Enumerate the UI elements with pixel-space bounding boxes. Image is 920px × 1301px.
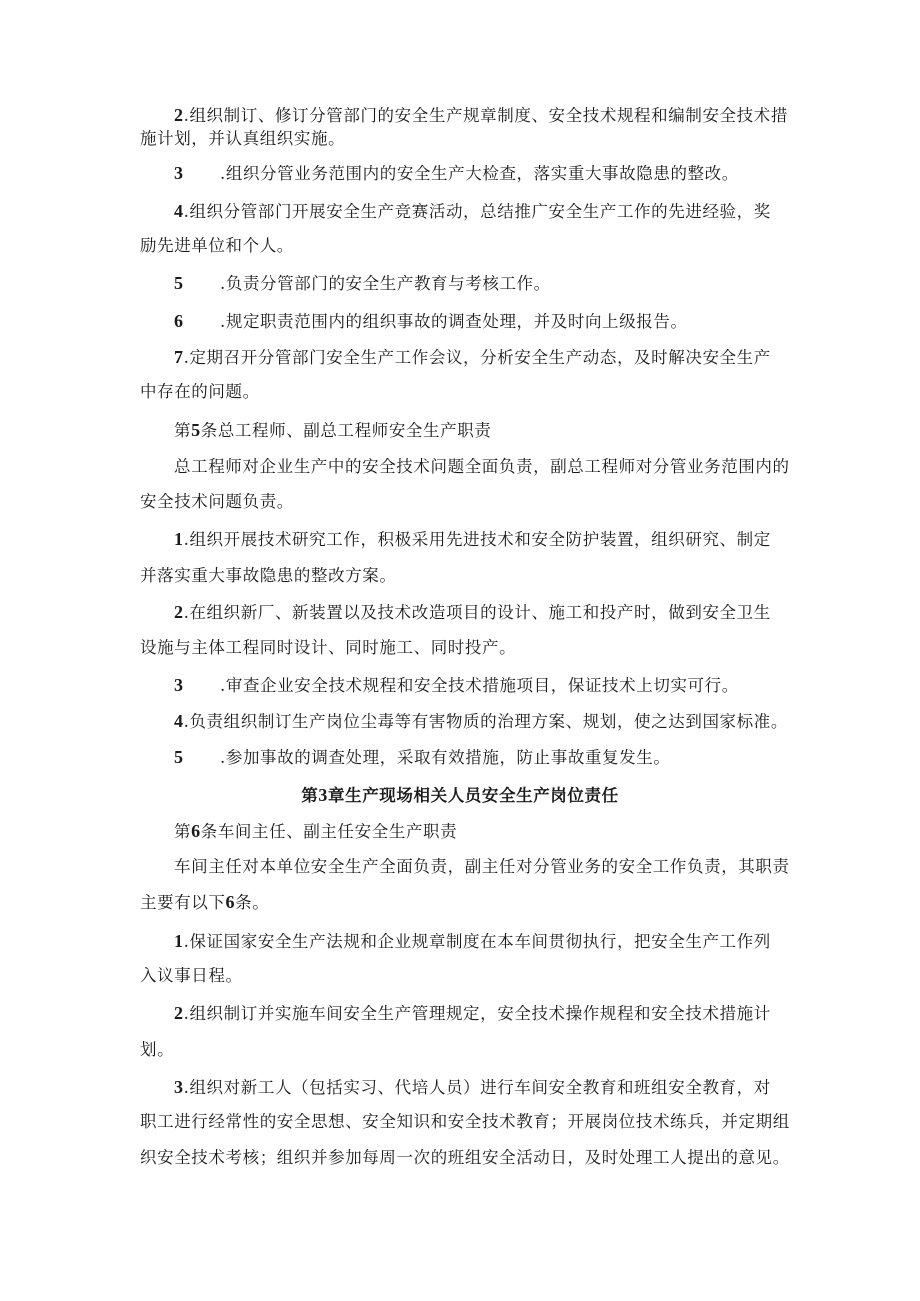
item-text: .保证国家安全生产法规和企业规章制度在本车间贯彻执行，把安全生产工作列 [183, 932, 771, 951]
item-text: .参加事故的调查处理，采取有效措施，防止事故重复发生。 [220, 748, 671, 767]
item-b5 [174, 746, 819, 769]
item-text: .定期召开分管部门安全生产工作会议，分析安全生产动态，及时解决安全生产 [183, 348, 771, 367]
item-text: .规定职责范围内的组织事故的调查处理，并及时向上级报告。 [220, 312, 688, 331]
article-5-title: 第5条总工程师、副总工程师安全生产职责 [174, 420, 492, 440]
item-text: .组织开展技术研究工作，积极采用先进技术和安全防护装置，组织研究、制定 [183, 530, 771, 549]
item-c3-line1 [174, 1076, 819, 1099]
item-text: .组织分管业务范围内的安全生产大检查，落实重大事故隐患的整改。 [220, 164, 739, 183]
item-a2-line1 [174, 104, 819, 127]
item-number: 2 [174, 1003, 184, 1023]
article-5-intro-line2: 安全技术问题负责。 [140, 492, 294, 511]
item-number: 5 [174, 273, 184, 293]
item-number: 7 [174, 347, 184, 367]
item-c1-line2: 入议事日程。 [140, 966, 243, 985]
item-c3-line2: 职工进行经常性的安全思想、安全知识和安全技术教育；开展岗位技术练兵，并定期组 [140, 1112, 790, 1131]
item-c3-line3: 织安全技术考核；组织并参加每周一次的班组安全活动日，及时处理工人提出的意见。 [140, 1148, 790, 1167]
item-text: .组织制订并实施车间安全生产管理规定，安全技术操作规程和安全技术措施计 [183, 1004, 771, 1023]
item-a7-line1 [174, 346, 819, 369]
item-b1-line2: 并落实重大事故隐患的整改方案。 [140, 566, 397, 585]
item-text: .负责组织制订生产岗位尘毒等有害物质的治理方案、规划，使之达到国家标准。 [183, 712, 788, 731]
item-number: 1 [174, 931, 184, 951]
item-number: 2 [174, 105, 184, 125]
item-number: 3 [174, 675, 184, 695]
item-text: .负责分管部门的安全生产教育与考核工作。 [220, 274, 551, 293]
item-number: 3 [174, 163, 184, 183]
chapter-3-heading: 第3章生产现场相关人员安全生产岗位责任 [301, 785, 619, 805]
item-a3 [174, 162, 819, 185]
item-a5 [174, 272, 819, 295]
item-number: 4 [174, 201, 184, 221]
item-b3 [174, 674, 819, 697]
item-a4-line1 [174, 200, 819, 223]
article-5-intro-line1: 总工程师对企业生产中的安全技术问题全面负责，副总工程师对分管业务范围内的 [174, 457, 790, 476]
item-text: .组织制订、修订分管部门的安全生产规章制度、安全技术规程和编制安全技术措 [183, 106, 788, 125]
article-6-intro-line2: 主要有以下6条。 [140, 892, 270, 912]
item-number: 6 [174, 311, 184, 331]
item-a2-line2: 施计划，并认真组织实施。 [140, 129, 346, 148]
item-a6 [174, 310, 819, 333]
item-text: .组织分管部门开展安全生产竞赛活动，总结推广安全生产工作的先进经验，奖 [183, 202, 771, 221]
item-number: 2 [174, 602, 184, 622]
item-text: .在组织新厂、新装置以及技术改造项目的设计、施工和投产时，做到安全卫生 [183, 603, 771, 622]
article-6-title: 第6条车间主任、副主任安全生产职责 [174, 821, 458, 841]
item-number: 4 [174, 711, 184, 731]
item-b2-line1 [174, 601, 819, 624]
item-c1-line1 [174, 930, 819, 953]
item-a4-line2: 励先进单位和个人。 [140, 236, 294, 255]
item-number: 3 [174, 1077, 184, 1097]
item-text: .组织对新工人（包括实习、代培人员）进行车间安全教育和班组安全教育，对 [183, 1078, 771, 1097]
item-b2-line2: 设施与主体工程同时设计、同时施工、同时投产。 [140, 638, 517, 657]
item-b1-line1 [174, 528, 819, 551]
article-6-intro-line1: 车间主任对本单位安全生产全面负责，副主任对分管业务的安全工作负责，其职责 [174, 857, 790, 876]
item-number: 5 [174, 747, 184, 767]
item-c2-line2: 划。 [140, 1040, 175, 1059]
item-a7-line2: 中存在的问题。 [140, 382, 260, 401]
item-number: 1 [174, 529, 184, 549]
item-b4 [174, 710, 819, 733]
item-c2-line1 [174, 1002, 819, 1025]
item-text: .审查企业安全技术规程和安全技术措施项目，保证技术上切实可行。 [220, 676, 739, 695]
